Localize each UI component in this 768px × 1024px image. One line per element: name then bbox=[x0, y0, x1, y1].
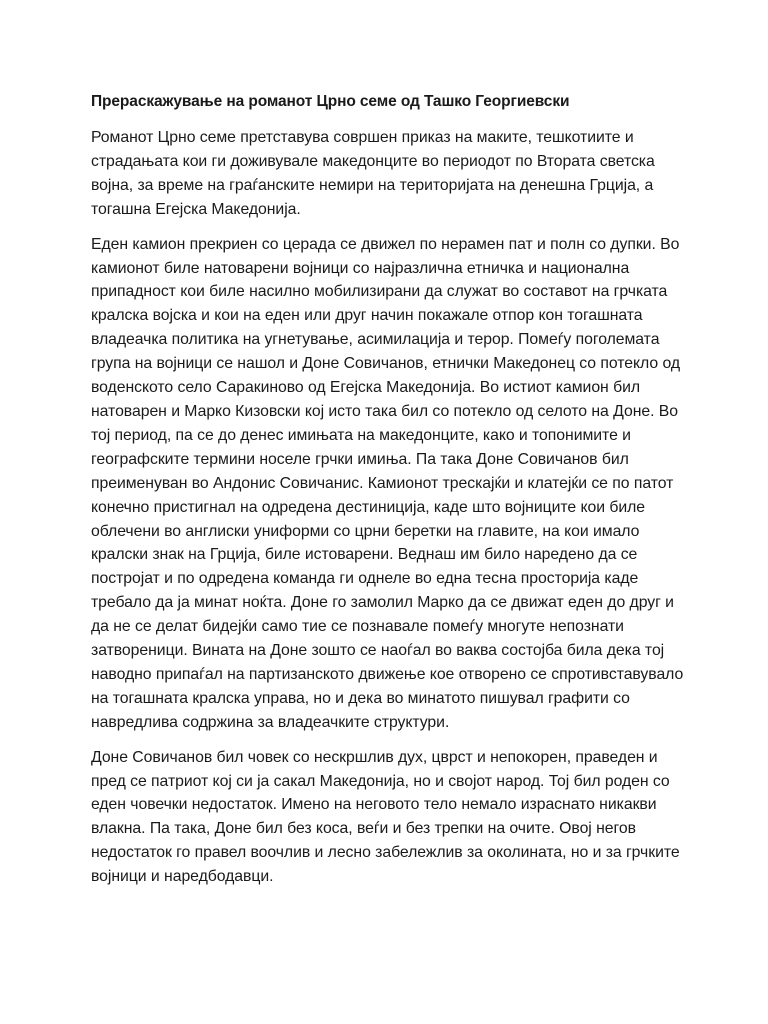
document-title: Прераскажување на романот Црно семе од Ташко Георгиевски bbox=[91, 93, 570, 110]
paragraph-done: Доне Совичанов бил човек со нескршлив дух, цврст и непокорен, праведен и пред се патриот кој си ја сакал Македонија, но и својот народ. Тој бил роден со еден човечки недостаток. Имено на неговото тело немало израснато никакви влакна. Па така, Доне бил без коса, веѓи и без трепки на очите. Овој негов недостаток го правел воочлив и лесно забележлив за околината, но и за грчките војници и наредбодавци. bbox=[91, 748, 680, 886]
document-page bbox=[91, 90, 687, 900]
paragraph-truck: Еден камион прекриен со церада се движел по нерамен пат и полн со дупки. Во камионот биле натоварени војници со најразлична етничка и национална припадност кои биле насилно мобилизирани да служат во составот на грчката кралска војска и кои на еден или друг начин покажале отпор кон тогашната владеачка политика на угнетување, асимилација и терор. Помеѓу поголемата група на војници се нашол и Доне Совичанов, етнички Македонец со потекло од воденското село Саракиново од Егејска Македонија. Во истиот камион бил натоварен и Марко Кизовски кој исто така бил со потекло од селото на Доне. Во тој период, па се до денес имињата на македонците, како и топонимите и географските термини носеле грчки имиња. Па така Доне Совичанов бил преименуван во Андонис Совичанис. Камионот трескајќи и клатејќи се по патот конечно пристигнал на одредена дестиниција, каде што војниците кои биле облечени во англиски униформи со црни беретки на главите, на кои имало кралски знак на Грција, биле истоварени. Веднаш им било наредено да се постројат и по одредена команда ги однеле во една тесна просторија каде требало да ја минат ноќта. Доне го замолил Марко да се движат еден до друг и да не се делат бидејќи само тие се познавале помеѓу многуте непознати затвореници. Вината на Доне зошто се наоѓал во ваква состојба била дека тој наводно припаѓал на партизанското движење кое отворено се спротивставувало на тогашната кралска управа, но и дека во минатото пишувал графити со навредлива содржина за владеачките структури. bbox=[91, 235, 684, 731]
paragraph-intro: Романот Црно семе претставува совршен приказ на маките, тешкотиите и страдањата кои ги доживувале македонците во периодот по Втората светска војна, за време на граѓанските немири на територијата на денешна Грција, а тогашна Егејска Македонија. bbox=[91, 129, 655, 218]
